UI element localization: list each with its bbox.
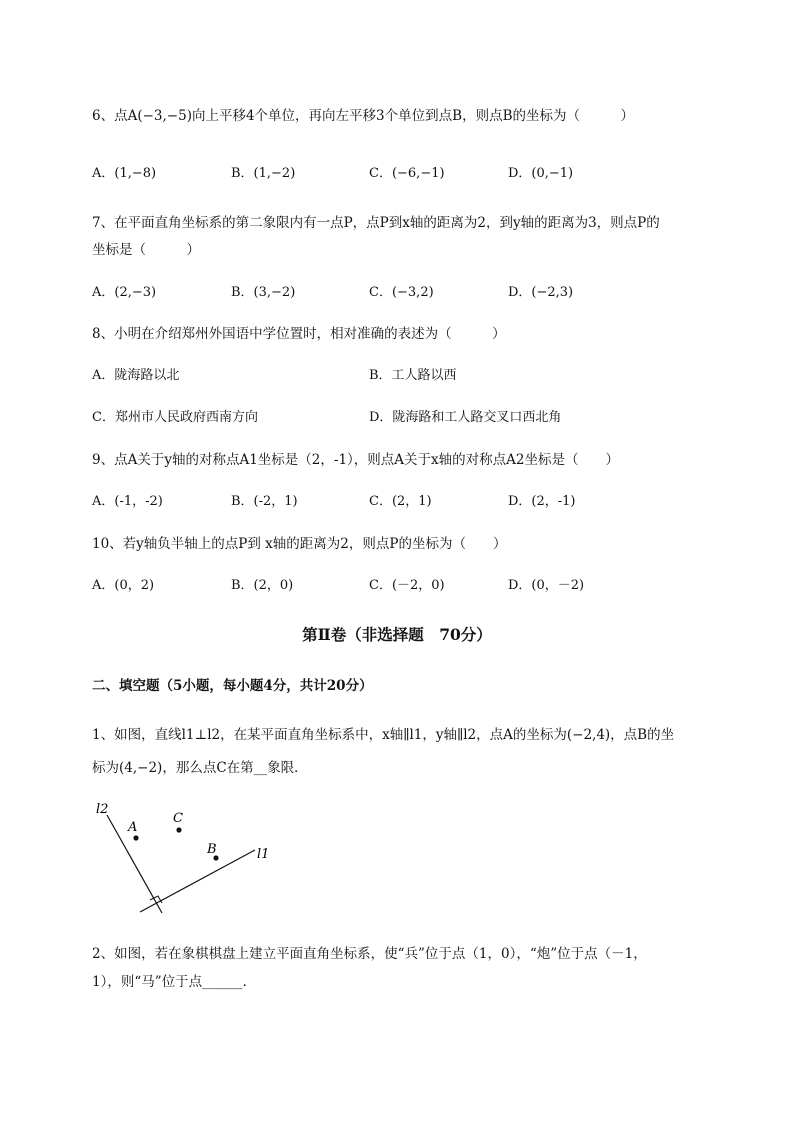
q10-option-c: C．(－2，0) — [369, 578, 445, 593]
q7-option-c: C．(−3,2) — [369, 285, 434, 300]
line-l1 — [140, 850, 255, 912]
q8-stem: 8、小明在介绍郑州外国语中学位置时，相对准确的表述为（ ） — [92, 326, 506, 342]
q6-option-b: B．(1,−2) — [231, 166, 296, 181]
label-C: C — [173, 811, 183, 826]
q6-option-c: C．(−6,−1) — [369, 166, 445, 181]
q8-option-a: A．陇海路以北 — [92, 368, 180, 383]
fill2-line2: 1），则“马”位于点______． — [92, 974, 257, 990]
q9-option-c: C．(2，1) — [369, 494, 432, 509]
label-A: A — [128, 820, 138, 835]
fill1-line2: 标为(4,−2)，那么点C在第__象限． — [92, 760, 308, 776]
point-C — [176, 827, 181, 832]
q10-option-d: D．(0，－2) — [508, 578, 585, 593]
fill1-line1: 1、如图，直线l1⊥l2，在某平面直角坐标系中，x轴∥l1，y轴∥l2，点A的坐标为(−2,4)，点B的坐 — [92, 727, 675, 743]
q7-option-a: A．(2,−3) — [92, 285, 157, 300]
q9-option-b: B．(-2，1) — [231, 494, 298, 509]
q9-option-a: A．(-1，-2) — [92, 494, 163, 509]
part2-title: 第Ⅱ卷（非选择题 70分） — [302, 625, 492, 644]
q6-stem: 6、点A(−3,−5)向上平移4个单位，再向左平移3个单位到点B，则点B的坐标为（ ） — [92, 108, 634, 124]
point-A — [133, 835, 138, 840]
fill2-line1: 2、如图，若在象棋棋盘上建立平面直角坐标系，使“兵”位于点（1，0），“炮”位于点（－1， — [92, 946, 647, 962]
q7-option-d: D．(−2,3) — [508, 285, 574, 300]
q8-option-b: B．工人路以西 — [369, 368, 457, 383]
q6-option-d: D．(0,−1) — [508, 166, 574, 181]
section-fill-in-heading: 二、填空题（5小题，每小题4分，共计20分） — [92, 678, 373, 694]
q9-option-d: D．(2，-1) — [508, 494, 576, 509]
q10-option-b: B．(2，0) — [231, 578, 294, 593]
q8-option-d: D．陇海路和工人路交叉口西北角 — [369, 410, 562, 425]
perpendicular-lines-figure — [90, 795, 290, 925]
q10-option-a: A．(0，2) — [92, 578, 155, 593]
q7-stem-line1: 7、在平面直角坐标系的第二象限内有一点P，点P到x轴的距离为2，到y轴的距离为3，则点P的 — [92, 215, 660, 231]
label-B: B — [207, 842, 217, 857]
q10-stem: 10、若y轴负半轴上的点P到 x轴的距离为2，则点P的坐标为（ ） — [92, 536, 507, 552]
q9-stem: 9、点A关于y轴的对称点A1坐标是（2，-1），则点A关于x轴的对称点A2坐标是（ ） — [92, 452, 619, 468]
q7-stem-line2: 坐标是（ ） — [92, 242, 200, 258]
label-l2: l2 — [96, 802, 109, 817]
q8-option-c: C．郑州市人民政府西南方向 — [92, 410, 258, 425]
q6-option-a: A．(1,−8) — [92, 166, 157, 181]
q7-option-b: B．(3,−2) — [231, 285, 296, 300]
label-l1: l1 — [257, 847, 270, 862]
